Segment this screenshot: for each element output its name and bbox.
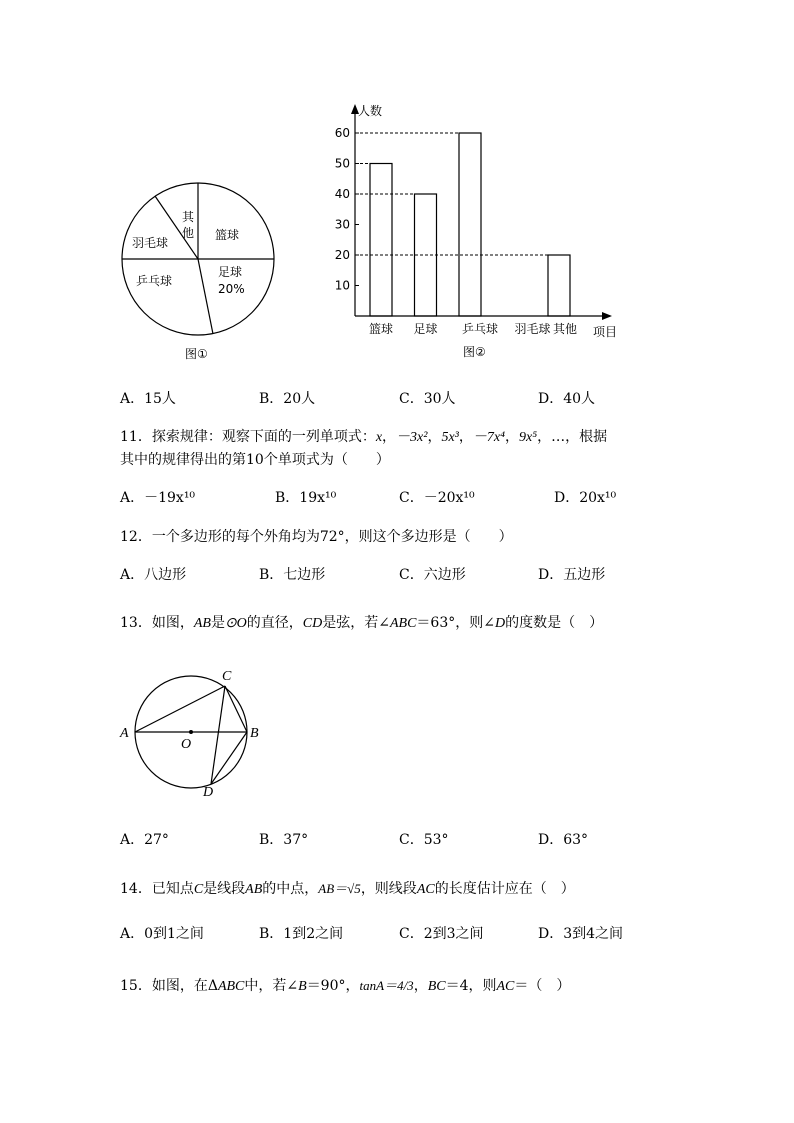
q11-term-3: 5x³: [441, 430, 459, 445]
q12-option-c: C．六边形: [399, 567, 466, 583]
q12-option-d: D．五边形: [538, 567, 606, 583]
point-label-c: C: [222, 669, 232, 684]
pie-label-other-1: 其: [182, 210, 195, 224]
q10-option-a: A．15人: [120, 391, 176, 407]
category-label-2: 乒乓球: [461, 322, 499, 336]
pie-label-other-2: 他: [182, 226, 195, 240]
figure1-caption: 图①: [185, 347, 208, 361]
pie-divider-lower: [198, 259, 213, 334]
q12-option-a: A．八边形: [120, 567, 187, 583]
chord-ac: [135, 686, 225, 732]
pie-chart-figure: [115, 182, 285, 362]
point-label-b: B: [250, 726, 259, 741]
y-tick-label: 20: [334, 248, 350, 262]
chord-cb: [225, 686, 247, 732]
q14-option-a: A．0到1之间: [120, 926, 204, 942]
q14-option-d: D．3到4之间: [538, 926, 624, 942]
category-label-0: 篮球: [368, 322, 394, 336]
category-label-1: 足球: [413, 322, 438, 336]
x-axis-label: 项目: [593, 325, 618, 339]
q11-term-2: －3x²: [396, 430, 428, 445]
category-label-4: 其他: [552, 322, 578, 336]
q14-stem: 14．已知点C是线段AB的中点，AB＝√5，则线段AC的长度估计应在（ ）: [120, 881, 575, 897]
q11-stem-line2: 其中的规律得出的第10个单项式为（ ）: [120, 452, 390, 468]
q11-stem-line1: 11．探索规律：观察下面的一列单项式：x，－3x²，5x³，－7x⁴，9x⁵，…，根据: [120, 429, 608, 445]
q13-option-c: C．53°: [399, 832, 449, 848]
q11-option-c: C．－20x¹⁰: [399, 490, 475, 506]
q11-term-ellipsis: …: [551, 429, 566, 445]
q13-option-a: A．27°: [120, 832, 169, 848]
point-label-o: O: [181, 737, 192, 752]
bar-chart: [330, 98, 630, 364]
pie-label-pingpong: 乒乓球: [136, 274, 173, 288]
q13-option-d: D．63°: [538, 832, 589, 848]
pie-label-football: 足球: [218, 265, 243, 279]
pie-label-badminton: 羽毛球: [132, 236, 169, 250]
q12-option-b: B．七边形: [259, 567, 326, 583]
bar-2: [459, 133, 481, 316]
q15-stem: 15．如图，在ΔABC中，若∠B＝90°，tanA＝4/3，BC＝4，则AC＝（ ）: [120, 978, 571, 994]
q11-option-b: B．19x¹⁰: [275, 490, 337, 506]
q14-option-b: B．1到2之间: [259, 926, 344, 942]
q10-option-c: C．30人: [399, 391, 456, 407]
q10-option-b: B．20人: [259, 391, 316, 407]
q13-stem: 13．如图，AB是⊙O的直径，CD是弦，若∠ABC＝63°，则∠D的度数是（ ）: [120, 615, 604, 631]
x-axis-arrow: [602, 312, 612, 320]
q15-formula: tanA＝4/3: [359, 978, 414, 993]
y-axis-label: 人数: [358, 104, 383, 118]
chord-cd: [211, 686, 225, 784]
y-tick-label: 60: [334, 126, 350, 140]
figure2-caption: 图②: [463, 345, 486, 359]
point-label-d: D: [203, 785, 214, 800]
q11-option-d: D．20x¹⁰: [554, 490, 617, 506]
q11-term-1: x: [375, 430, 383, 445]
q10-option-d: D．40人: [538, 391, 596, 407]
pie-label-football-percent: 20%: [218, 282, 245, 296]
y-tick-label: 30: [334, 217, 350, 232]
y-tick-label: 50: [334, 156, 350, 171]
pie-label-basketball: 篮球: [215, 228, 240, 242]
q11-term-4: －7x⁴: [472, 430, 505, 445]
pie-chart: [122, 183, 274, 335]
q13-option-b: B．37°: [259, 832, 309, 848]
q13-circle-figure: [112, 662, 272, 804]
center-point: [189, 730, 193, 734]
category-label-3: 羽毛球: [514, 322, 551, 336]
bar-0: [370, 164, 392, 317]
chord-db: [211, 732, 247, 784]
q14-formula: AB＝√5: [318, 881, 361, 896]
point-label-a: A: [120, 726, 129, 741]
y-tick-label: 40: [334, 187, 350, 201]
y-tick-label: 10: [334, 278, 350, 293]
q12-stem: 12．一个多边形的每个外角均为72°，则这个多边形是（ ）: [120, 529, 513, 545]
q14-option-c: C．2到3之间: [399, 926, 484, 942]
bar-4: [548, 255, 570, 316]
q11-option-a: A．－19x¹⁰: [120, 490, 196, 506]
q11-term-5: 9x⁵: [518, 430, 538, 445]
